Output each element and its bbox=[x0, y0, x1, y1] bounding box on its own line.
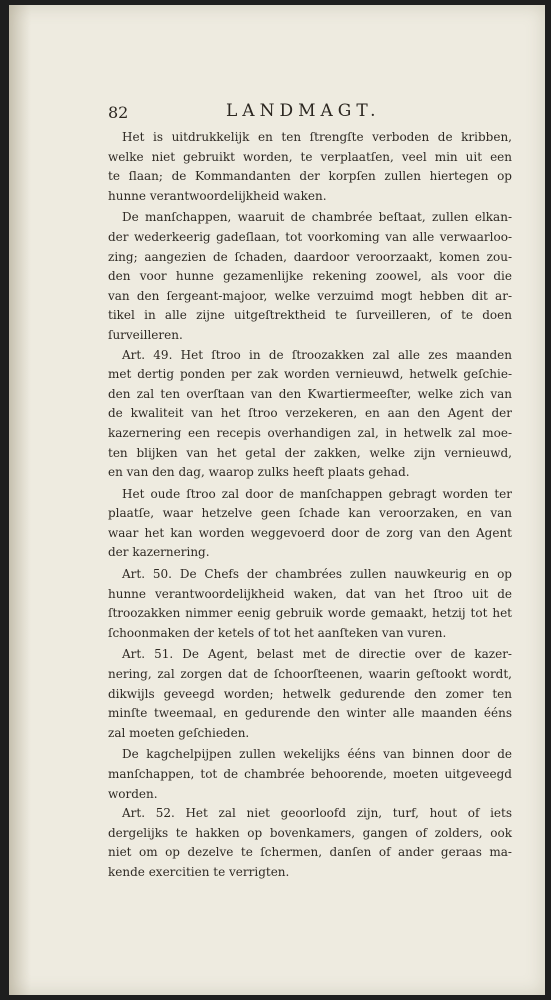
text-line: tikel in alle zijne uitgeſtrektheid te ſurveilleren, of te doen bbox=[108, 308, 512, 323]
text-line: te ſlaan; de Kommandanten der korpſen zullen hiertegen op bbox=[108, 169, 512, 184]
text-line: De kagchelpijpen zullen wekelijks ééns van binnen door de bbox=[122, 747, 512, 762]
text-line: Het is uitdrukkelijk en ten ſtrengſte verboden de kribben, bbox=[122, 130, 512, 144]
text-line: manſchappen, tot de chambrée behoorende, moeten uitgeveegd bbox=[108, 767, 512, 781]
text-line: niet om op dezelve te ſchermen, danſen of ander geraas ma- bbox=[108, 845, 512, 860]
text-line: der kazernering. bbox=[108, 545, 210, 560]
text-line: van den ſergeant-majoor, welke verzuimd mogt hebben dit ar- bbox=[108, 288, 512, 303]
text-line: ſurveilleren. bbox=[108, 327, 183, 342]
running-title: LANDMAGT. bbox=[226, 101, 381, 121]
text-line: met dertig ponden per zak worden vernieuwd, hetwelk geſchie- bbox=[108, 367, 512, 382]
text-line: ſtroozakken nimmer eenig gebruik worde gemaakt, hetzij tot het bbox=[108, 606, 512, 621]
text-line: den zal ten overſtaan van den Kwartiermeeſter, welke zich van bbox=[108, 386, 512, 401]
text-line: waar het kan worden weggevoerd door de zorg van den Agent bbox=[108, 525, 512, 540]
text-line: de kwaliteit van het ſtroo verzekeren, en aan den Agent der bbox=[108, 406, 512, 421]
text-line: nering, zal zorgen dat de ſchoorſteenen, waarin geſtookt wordt, bbox=[108, 667, 512, 682]
page-gutter-shadow bbox=[9, 5, 31, 995]
text-line: en van den dag, waarop zulks heeft plaats gehad. bbox=[108, 465, 410, 480]
text-line: hunne verantwoordelijkheid waken, dat van het ſtroo uit de bbox=[108, 586, 512, 601]
page-number: 82 bbox=[108, 103, 129, 122]
text-line: zal moeten geſchieden. bbox=[108, 725, 250, 740]
text-line: Art. 49. Het ſtroo in de ſtroozakken zal alle zes maanden bbox=[122, 347, 512, 362]
page-header bbox=[108, 101, 408, 127]
text-line: zing; aangezien de ſchaden, daardoor veroorzaakt, komen zou- bbox=[108, 249, 512, 264]
text-line: dergelijks te hakken op bovenkamers, gangen of zolders, ook bbox=[108, 825, 512, 840]
text-line: Het oude ſtroo zal door de manſchappen gebragt worden ter bbox=[122, 486, 512, 501]
text-line: Art. 52. Het zal niet geoorloofd zijn, turf, hout of iets bbox=[122, 806, 512, 821]
text-line: Art. 51. De Agent, belast met de directie over de kazer- bbox=[122, 647, 512, 662]
text-line: worden. bbox=[108, 786, 158, 801]
text-line: kende exercitien te verrigten. bbox=[108, 864, 290, 879]
text-line: minſte tweemaal, en gedurende den winter alle maanden ééns bbox=[108, 706, 512, 721]
text-line: ten blijken van het getal der zakken, welke zijn vernieuwd, bbox=[108, 445, 512, 460]
text-line: den voor hunne gezamenlijke rekening zoowel, als voor die bbox=[108, 269, 512, 284]
text-line: der wederkeerig gadeſlaan, tot voorkoming van alle verwaarloo- bbox=[108, 229, 512, 244]
text-line: plaatſe, waar hetzelve geen ſchade kan veroorzaken, en van bbox=[108, 506, 512, 521]
text-line: Art. 50. De Chefs der chambrées zullen nauwkeurig en op bbox=[122, 567, 512, 582]
text-line: kazernering een recepis overhandigen zal, in hetwelk zal moe- bbox=[108, 425, 512, 440]
text-line: De manſchappen, waaruit de chambrée beſtaat, zullen elkan- bbox=[122, 210, 512, 225]
text-line: dikwijls geveegd worden; hetwelk gedurende den zomer ten bbox=[108, 686, 512, 701]
body-text bbox=[108, 128, 512, 883]
text-line: ſchoonmaken der ketels of tot het aanſteken van vuren. bbox=[108, 625, 447, 640]
text-line: hunne verantwoordelijkheid waken. bbox=[108, 188, 327, 203]
text-line: welke niet gebruikt worden, te verplaatſen, veel min uit een bbox=[108, 149, 512, 164]
